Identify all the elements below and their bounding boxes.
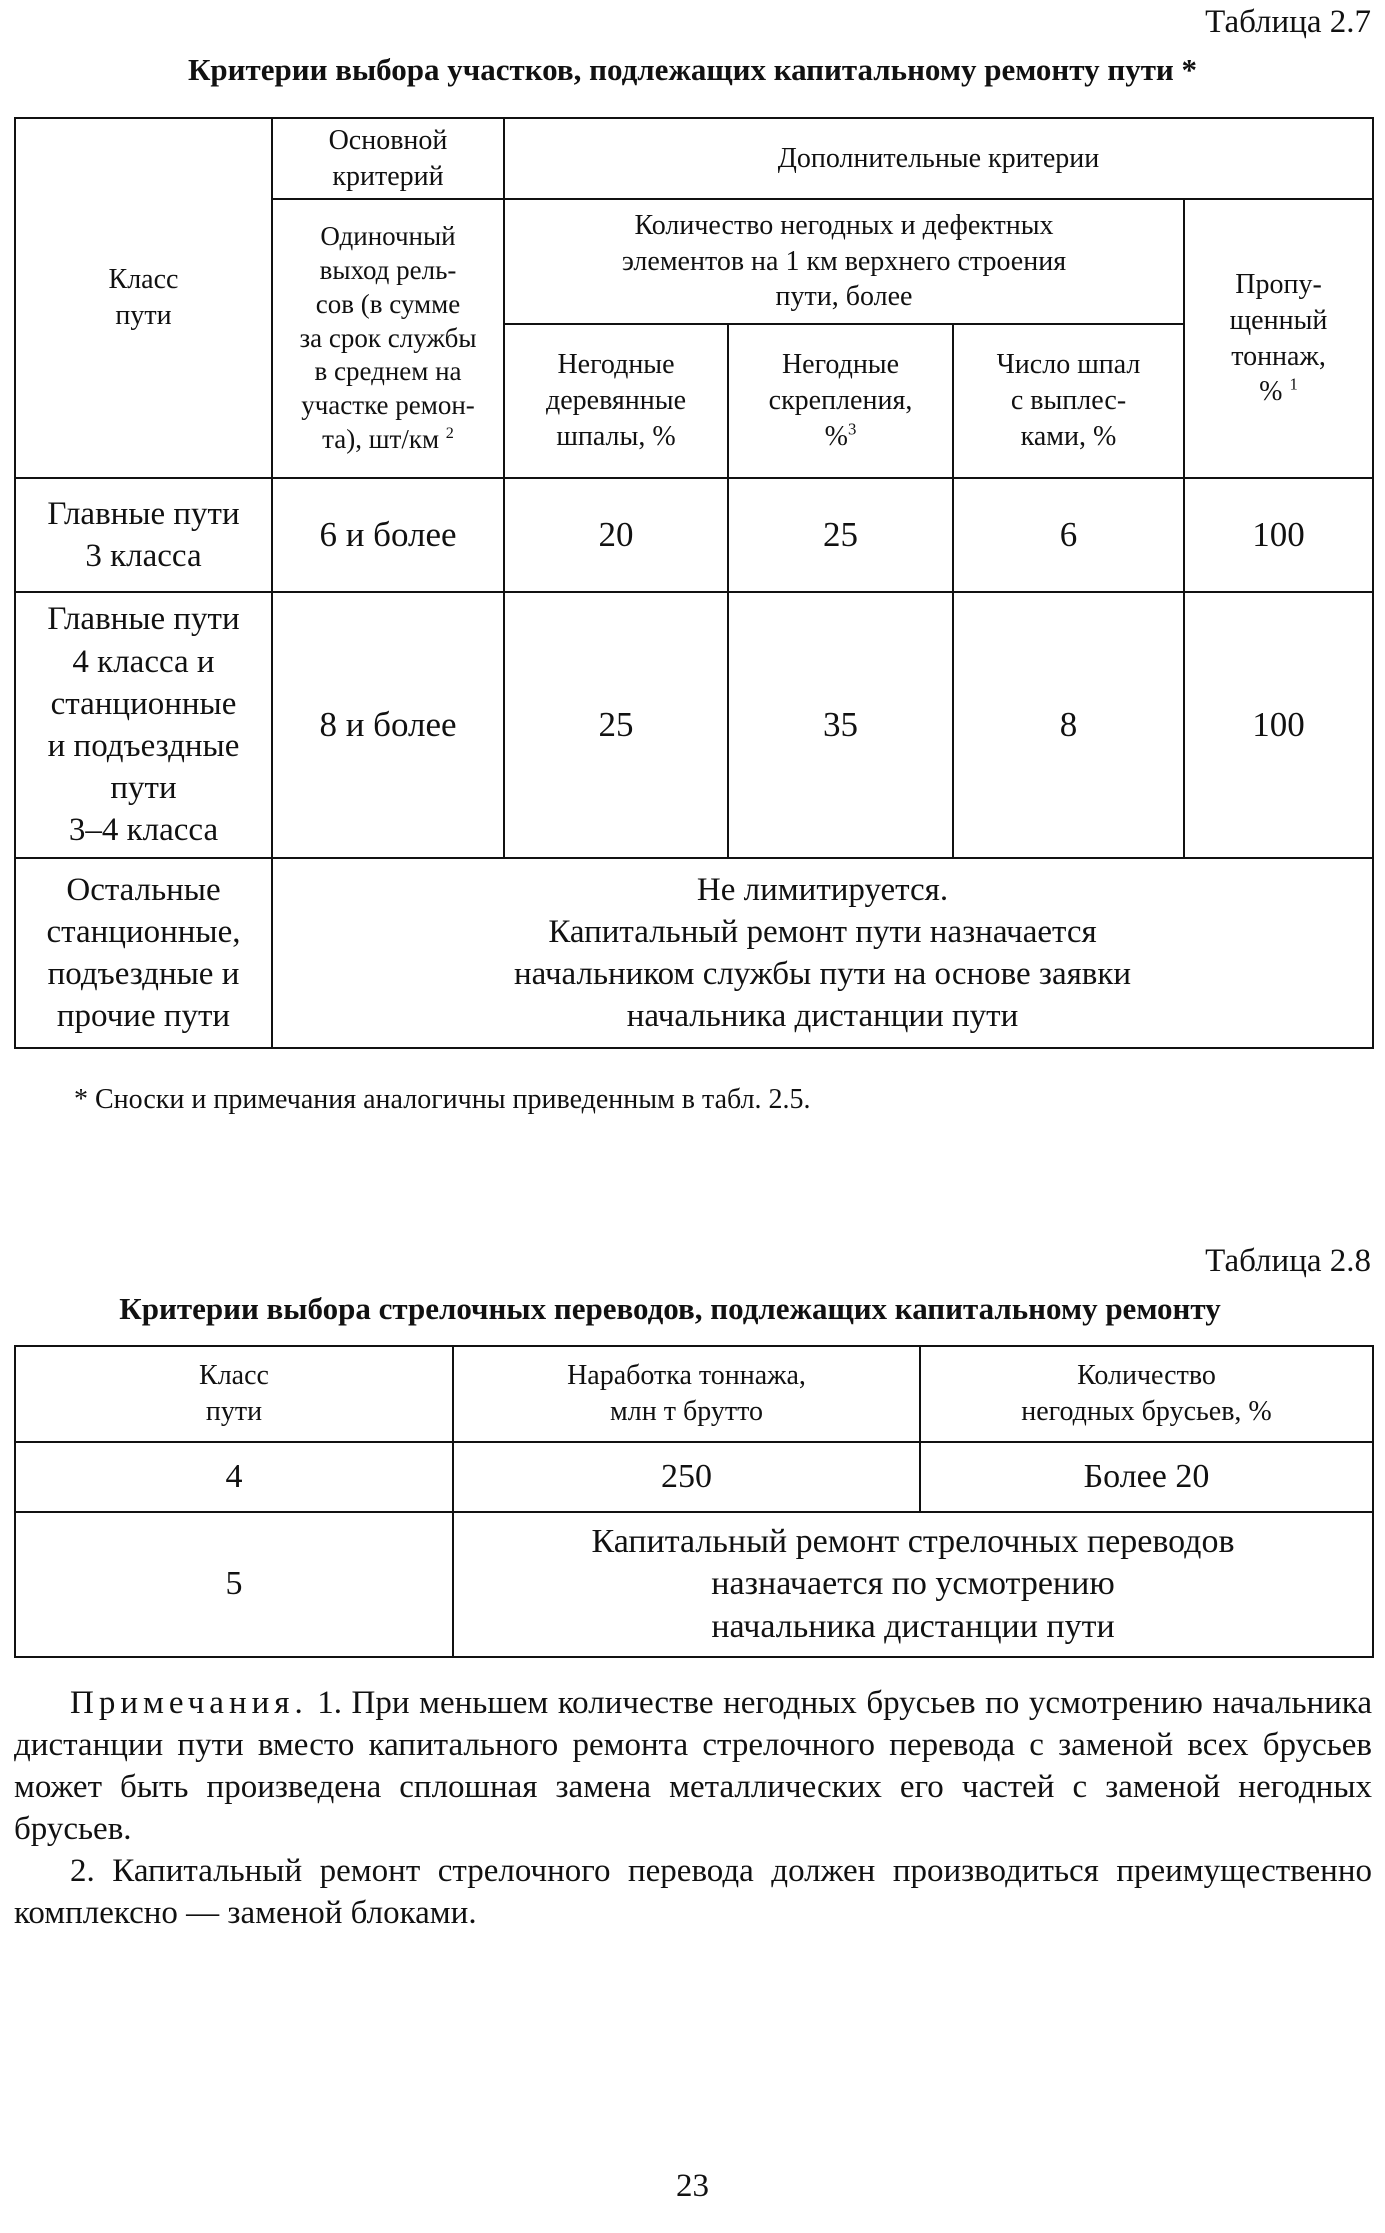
header-single-rail-output-text: Одиночный выход рель- сов (в сумме за срок службы в среднем на участке ремон- та), шт/км bbox=[299, 221, 477, 454]
table-row bbox=[15, 858, 1373, 1048]
table-row bbox=[15, 592, 1373, 858]
notes-label: Примечания. bbox=[70, 1685, 308, 1721]
table-2-7 bbox=[14, 117, 1374, 1049]
row-rail-output: 6 и более bbox=[272, 478, 504, 592]
header-tonnage: Наработка тоннажа, млн т брутто bbox=[453, 1346, 920, 1442]
header-track-class: Класс пути bbox=[15, 118, 272, 478]
note-1-text: 1. При меньшем количестве негодных брусьев по усмотрению начальника дистанции пути вместо капитального ремонта стрелочного перевода с заменой всех брусьев может быть произведена сплошная замена металлических его частей с заменой негодных брусьев. bbox=[14, 1685, 1372, 1847]
header-bad-sleepers: Негодные деревянные шпалы, % bbox=[504, 324, 728, 478]
header-track-class: Класс пути bbox=[15, 1346, 453, 1442]
row-tonnage: 250 bbox=[453, 1442, 920, 1512]
row-bad-beams: Более 20 bbox=[920, 1442, 1373, 1512]
table-2-8-label: Таблица 2.8 bbox=[1205, 1243, 1371, 1279]
note-2: 2. Капитальный ремонт стрелочного перевода должен производиться преимущественно комплексно — заменой блоками. bbox=[14, 1852, 1372, 1931]
row-sleepers-with-splits: 6 bbox=[953, 478, 1184, 592]
row-track-class: Остальные станционные, подъездные и прочие пути bbox=[15, 858, 272, 1048]
row-passed-tonnage: 100 bbox=[1184, 478, 1373, 592]
header-passed-tonnage-text: Пропу- щенный тоннаж, % bbox=[1229, 268, 1328, 408]
row-bad-sleepers: 20 bbox=[504, 478, 728, 592]
header-main-criterion: Основной критерий bbox=[272, 118, 504, 199]
footnote-ref-1: 1 bbox=[1289, 375, 1298, 394]
header-bad-fastenings bbox=[728, 324, 953, 478]
row-track-class: Главные пути 3 класса bbox=[15, 478, 272, 592]
table-2-7-label: Таблица 2.7 bbox=[1205, 4, 1371, 40]
row-not-limited-note: Не лимитируется. Капитальный ремонт пути назначается начальником службы пути на основе заявки начальника дистанции пути bbox=[272, 858, 1373, 1048]
row-bad-sleepers: 25 bbox=[504, 592, 728, 858]
table-2-8-title: Критерии выбора стрелочных переводов, подлежащих капитальному ремонту bbox=[119, 1291, 1221, 1326]
table-row bbox=[15, 478, 1373, 592]
header-defective-elements: Количество негодных и дефектных элементов на 1 км верхнего строения пути, более bbox=[504, 199, 1184, 324]
row-bad-fastenings: 25 bbox=[728, 478, 953, 592]
header-additional-criteria: Дополнительные критерии bbox=[504, 118, 1373, 199]
footnote-ref-3: 3 bbox=[847, 419, 857, 439]
header-bad-beams: Количество негодных брусьев, % bbox=[920, 1346, 1373, 1442]
footnote-ref-2: 2 bbox=[445, 423, 454, 442]
row-bad-fastenings: 35 bbox=[728, 592, 953, 858]
footnote-asterisk: * bbox=[74, 1084, 88, 1115]
table-2-7-title: Критерии выбора участков, подлежащих капитальному ремонту пути * bbox=[187, 52, 1198, 87]
row-track-class: Главные пути 4 класса и станционные и подъездные пути 3–4 класса bbox=[15, 592, 272, 858]
row-sleepers-with-splits: 8 bbox=[953, 592, 1184, 858]
notes-section bbox=[14, 1683, 1372, 1934]
table-2-7-footnote bbox=[74, 1084, 811, 1116]
row-track-class: 5 bbox=[15, 1512, 453, 1657]
header-single-rail-output bbox=[272, 199, 504, 478]
row-track-class: 4 bbox=[15, 1442, 453, 1512]
header-bad-fastenings-text: Негодные скрепления, % bbox=[768, 349, 913, 452]
row-rail-output: 8 и более bbox=[272, 592, 504, 858]
note-1 bbox=[14, 1683, 1372, 1851]
table-row bbox=[15, 1512, 1373, 1657]
header-passed-tonnage bbox=[1184, 199, 1373, 478]
table-row bbox=[15, 1442, 1373, 1512]
row-passed-tonnage: 100 bbox=[1184, 592, 1373, 858]
page-number: 23 bbox=[676, 2168, 709, 2204]
table-2-8 bbox=[14, 1345, 1374, 1658]
footnote-text: Сноски и примечания аналогичны приведенным в табл. 2.5. bbox=[95, 1084, 811, 1115]
header-sleepers-with-splits: Число шпал с выплес- ками, % bbox=[953, 324, 1184, 478]
row-switch-repair-note: Капитальный ремонт стрелочных переводов назначается по усмотрению начальника дистанции пути bbox=[453, 1512, 1373, 1657]
